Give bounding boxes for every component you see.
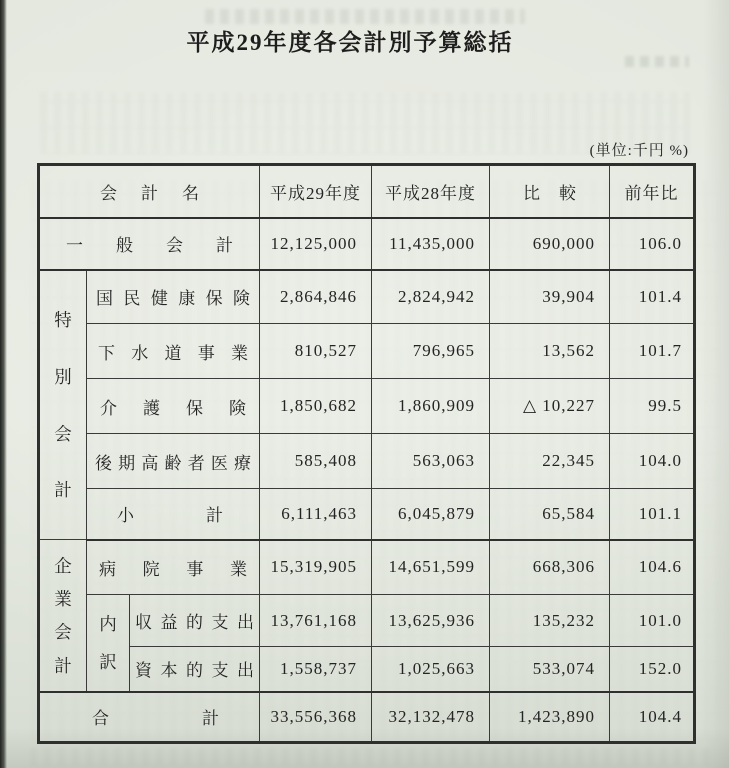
header-fy28: 平成28年度 xyxy=(372,165,490,218)
group-label-enterprise-accounts: 企 業 会 計 xyxy=(39,540,87,692)
fy28-value: 563,063 xyxy=(372,434,490,489)
diff-value: 533,074 xyxy=(490,647,610,692)
budget-summary-table xyxy=(37,163,696,744)
table-row-gesuido xyxy=(39,324,695,379)
fy29-value: 33,556,368 xyxy=(260,692,372,743)
account-name-cell: 合 計 xyxy=(39,692,260,743)
yoy-value: 152.0 xyxy=(610,647,695,692)
group-label-breakdown: 内 訳 xyxy=(87,595,130,692)
fy28-value: 1,025,663 xyxy=(372,647,490,692)
fy29-value: 13,761,168 xyxy=(260,595,372,647)
table-row-kokuho xyxy=(39,270,695,324)
fy29-value: 1,850,682 xyxy=(260,379,372,434)
table-row-special-subtotal xyxy=(39,489,695,540)
diff-value: 13,562 xyxy=(490,324,610,379)
diff-value: 65,584 xyxy=(490,489,610,540)
account-name-cell: 一 般 会 計 xyxy=(39,218,260,270)
fy29-value: 585,408 xyxy=(260,434,372,489)
yoy-value: 101.4 xyxy=(610,270,695,324)
table-row-capital-expenditure xyxy=(39,647,695,692)
bleed-through-ghost-title xyxy=(205,9,525,24)
account-name-cell: 国 民 健 康 保 険 xyxy=(87,270,260,324)
fy28-value: 1,860,909 xyxy=(372,379,490,434)
table-row-kouki-korei xyxy=(39,434,695,489)
yoy-value: 104.4 xyxy=(610,692,695,743)
table-row-revenue-expenditure xyxy=(39,595,695,647)
fy28-value: 13,625,936 xyxy=(372,595,490,647)
yoy-value: 101.7 xyxy=(610,324,695,379)
fy29-value: 12,125,000 xyxy=(260,218,372,270)
yoy-value: 101.0 xyxy=(610,595,695,647)
diff-value: 668,306 xyxy=(490,540,610,595)
table-row-grand-total xyxy=(39,692,695,743)
fy29-value: 1,558,737 xyxy=(260,647,372,692)
account-name-cell: 収 益 的 支 出 xyxy=(130,595,260,647)
diff-value: 135,232 xyxy=(490,595,610,647)
table-row-hospital xyxy=(39,540,695,595)
account-name-cell: 下 水 道 事 業 xyxy=(87,324,260,379)
account-name-cell: 後 期 高 齢 者 医 療 xyxy=(87,434,260,489)
table-header-row xyxy=(39,165,695,218)
fy29-value: 6,111,463 xyxy=(260,489,372,540)
fy28-value: 796,965 xyxy=(372,324,490,379)
fy29-value: 810,527 xyxy=(260,324,372,379)
header-comparison: 比 較 xyxy=(490,165,610,218)
scan-shade-right xyxy=(703,0,729,768)
header-fy29: 平成29年度 xyxy=(260,165,372,218)
yoy-value: 106.0 xyxy=(610,218,695,270)
yoy-value: 101.1 xyxy=(610,489,695,540)
fy28-value: 11,435,000 xyxy=(372,218,490,270)
group-label-special-accounts: 特 別 会 計 xyxy=(39,270,87,540)
fy28-value: 14,651,599 xyxy=(372,540,490,595)
diff-value: 1,423,890 xyxy=(490,692,610,743)
yoy-value: 104.6 xyxy=(610,540,695,595)
fy29-value: 2,864,846 xyxy=(260,270,372,324)
bleed-through-ghost-mark xyxy=(625,56,689,67)
diff-value: 22,345 xyxy=(490,434,610,489)
table-row-kaigo xyxy=(39,379,695,434)
yoy-value: 99.5 xyxy=(610,379,695,434)
diff-value: 690,000 xyxy=(490,218,610,270)
scan-dark-edge xyxy=(0,0,7,768)
table-row-general-account xyxy=(39,218,695,270)
fy28-value: 32,132,478 xyxy=(372,692,490,743)
diff-value: △ 10,227 xyxy=(490,379,610,434)
account-name-cell: 病 院 事 業 xyxy=(87,540,260,595)
account-name-cell: 資 本 的 支 出 xyxy=(130,647,260,692)
account-name-cell: 小 計 xyxy=(87,489,260,540)
header-account-name: 会 計 名 xyxy=(39,165,260,218)
fy28-value: 6,045,879 xyxy=(372,489,490,540)
account-name-cell: 介 護 保 険 xyxy=(87,379,260,434)
header-yoy: 前年比 xyxy=(610,165,695,218)
unit-note: (単位:千円 %) xyxy=(589,143,689,159)
fy29-value: 15,319,905 xyxy=(260,540,372,595)
yoy-value: 104.0 xyxy=(610,434,695,489)
diff-value: 39,904 xyxy=(490,270,610,324)
page-title: 平成29年度各会計別予算総括 xyxy=(186,30,514,55)
fy28-value: 2,824,942 xyxy=(372,270,490,324)
